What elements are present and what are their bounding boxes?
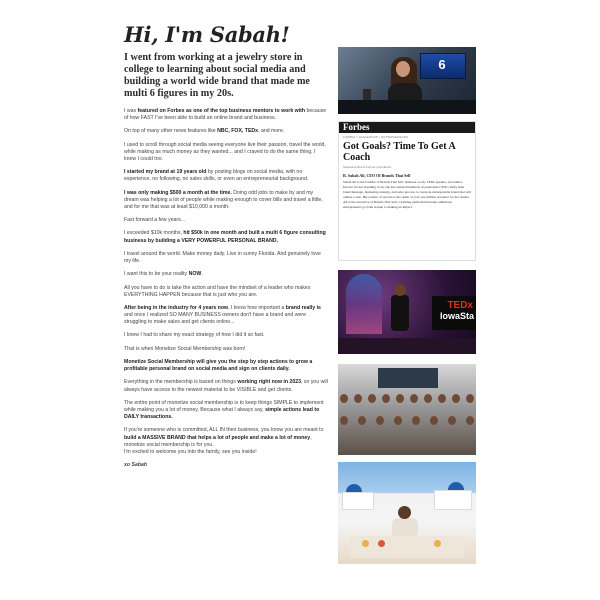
forbes-body: Sabah Ali is the founder of Brands That Sell, business coach, TEDx speaker, and author. Known for her branding work, she has assisted hundreds of passionate CEOs clarify their brand message, marketing strategy, and sales process to create an unforgettable brand that will outline a sale. Her pattern of success is the result of over one million revenues for her clients. Ali is the executive of Brands That Sell, a training platform that helps ambitious entrepreneurs go from startup to making an impact. [343,180,471,209]
group-event-photo [338,364,476,455]
blue-dome [346,484,362,492]
person-head [398,506,411,519]
person-head [376,416,384,425]
person-head [448,416,456,425]
person-head [466,416,474,425]
page-title: Hi, I'm Sabah! [124,22,290,47]
paragraph: After being in the industry for 4 years now, I know how important a brand really is and once I realized SO MANY BUSINESS owners don't have a brand and were struggling to make sales and get clients online... [124,304,321,326]
santorini-travel-photo [338,462,476,564]
person-head [410,394,418,403]
tv-interview-photo [338,47,476,114]
paragraph: I exceeded $10k months, hit $50k in one month and built a multi 6 figure consulting business by building a VERY POWERFUL PERSONAL BRAND. [124,230,326,244]
event-screen [378,368,438,388]
person-head [430,416,438,425]
paragraph: Fast forward a few years... [124,217,186,224]
forbes-byline: R. Sabah Ali, CEO Of Brands That Sell [343,173,411,178]
forbes-kicker: FORBES > LEADERSHIP > ENTREPRENEURS [343,135,408,139]
person-head [354,394,362,403]
forbes-logo: Forbes [339,122,475,133]
stage-floor [338,338,476,354]
person-body [392,518,418,538]
person-head [396,61,410,77]
paragraph: On top of many other news features like NBC, FOX, TEDx, and more. [124,128,285,135]
news-desk [338,100,476,114]
white-house [434,490,472,510]
blue-dome [448,482,464,490]
person-head [396,394,404,403]
person-head [340,416,348,425]
signoff: xo Sabah [124,462,148,469]
white-house [342,492,374,510]
group-row-back [340,394,474,414]
person-head [368,394,376,403]
person-head [452,394,460,403]
paragraph: I was featured on Forbes as one of the top business mentors to work with because of how FAST I've been able to build an online brand and business. [124,108,327,122]
paragraph: I want this to be your reality NOW. [124,271,203,278]
tv-logo: 6 [438,57,446,72]
paragraph: All you have to do is take the action and have the mindset of a leader who makes EVERYTHING HAPPEN because that is just who you are. [124,284,311,298]
paragraph: I started my brand at 19 years old by posting blogs on social media, with no experience, no following, no sales skills, or even an entrepreneurial background. [124,169,309,183]
paragraph: That is when Monetize Social Membership was born! [124,345,246,352]
tedx-location: IowaSta [439,311,474,321]
person-head [394,416,402,425]
stained-glass-window [346,274,382,334]
person-head [412,416,420,425]
cup-icon [378,540,385,547]
paragraph: I travel around the world. Make money daily. Live in sunny Florida. And genuinely love my life. [124,250,321,264]
paragraph: I used to scroll through social media seeing everyone live their passion, travel the world, while making as much money as they wanted... and I craved to do the same thing. I knew I could too. [124,141,326,162]
paragraph: The entire point of monetize social membership is to keep things SIMPLE to implement while making you a lot of money. Because what I always say, simple actions lead to DAILY transactions. [124,399,324,421]
cup-icon [362,540,369,547]
person-head [466,394,474,403]
cup-icon [434,540,441,547]
person-head [382,394,390,403]
forbes-headline: Got Goals? Time To Get A Coach [343,141,456,163]
paragraph: I knew I had to share my exact strategy of how I did it so fast. [124,332,265,339]
forbes-byline-small: Stephanie Burns Former Contributor [343,165,392,169]
intro-headline: I went from working at a jewelry store in college to learning about social media and building a world wide brand that made me multi 6 figures in my 20s. [124,52,310,99]
paragraph: Monetize Social Membership will give you the step by step actions to grow a profitable personal brand on social media and sign on clients daily. [124,358,313,373]
person-head [358,416,366,425]
tedx-logo: TEDx [447,300,473,311]
forbes-article-screenshot [338,121,476,261]
person-head [424,394,432,403]
person-head [438,394,446,403]
paragraph: I was only making $500 a month at the time. Doing odd jobs to make by and my dream was helping a lot of people while making enough to cover bills and travel a little, and for me that was at least $10,000 a month. [124,189,323,210]
speaker-head [394,284,406,296]
bio-text [124,108,328,475]
breakfast-table [350,536,464,558]
person-head [340,394,348,403]
speaker-body [391,295,409,331]
tedx-stage-photo [338,270,476,354]
paragraph: Everything in the membership is based on things working right now in 2023, so you will always have access to the newest material to be VISIBLE and get clients. [124,379,328,393]
paragraph: If you're someone who is committed, ALL IN their business, you know you are meant to build a MASSIVE BRAND that helps a lot of people and make a lot of money, monetize social membership is for you. I'm excited to welcome you into the family, see you inside! [124,427,324,455]
group-row-front [340,416,474,436]
